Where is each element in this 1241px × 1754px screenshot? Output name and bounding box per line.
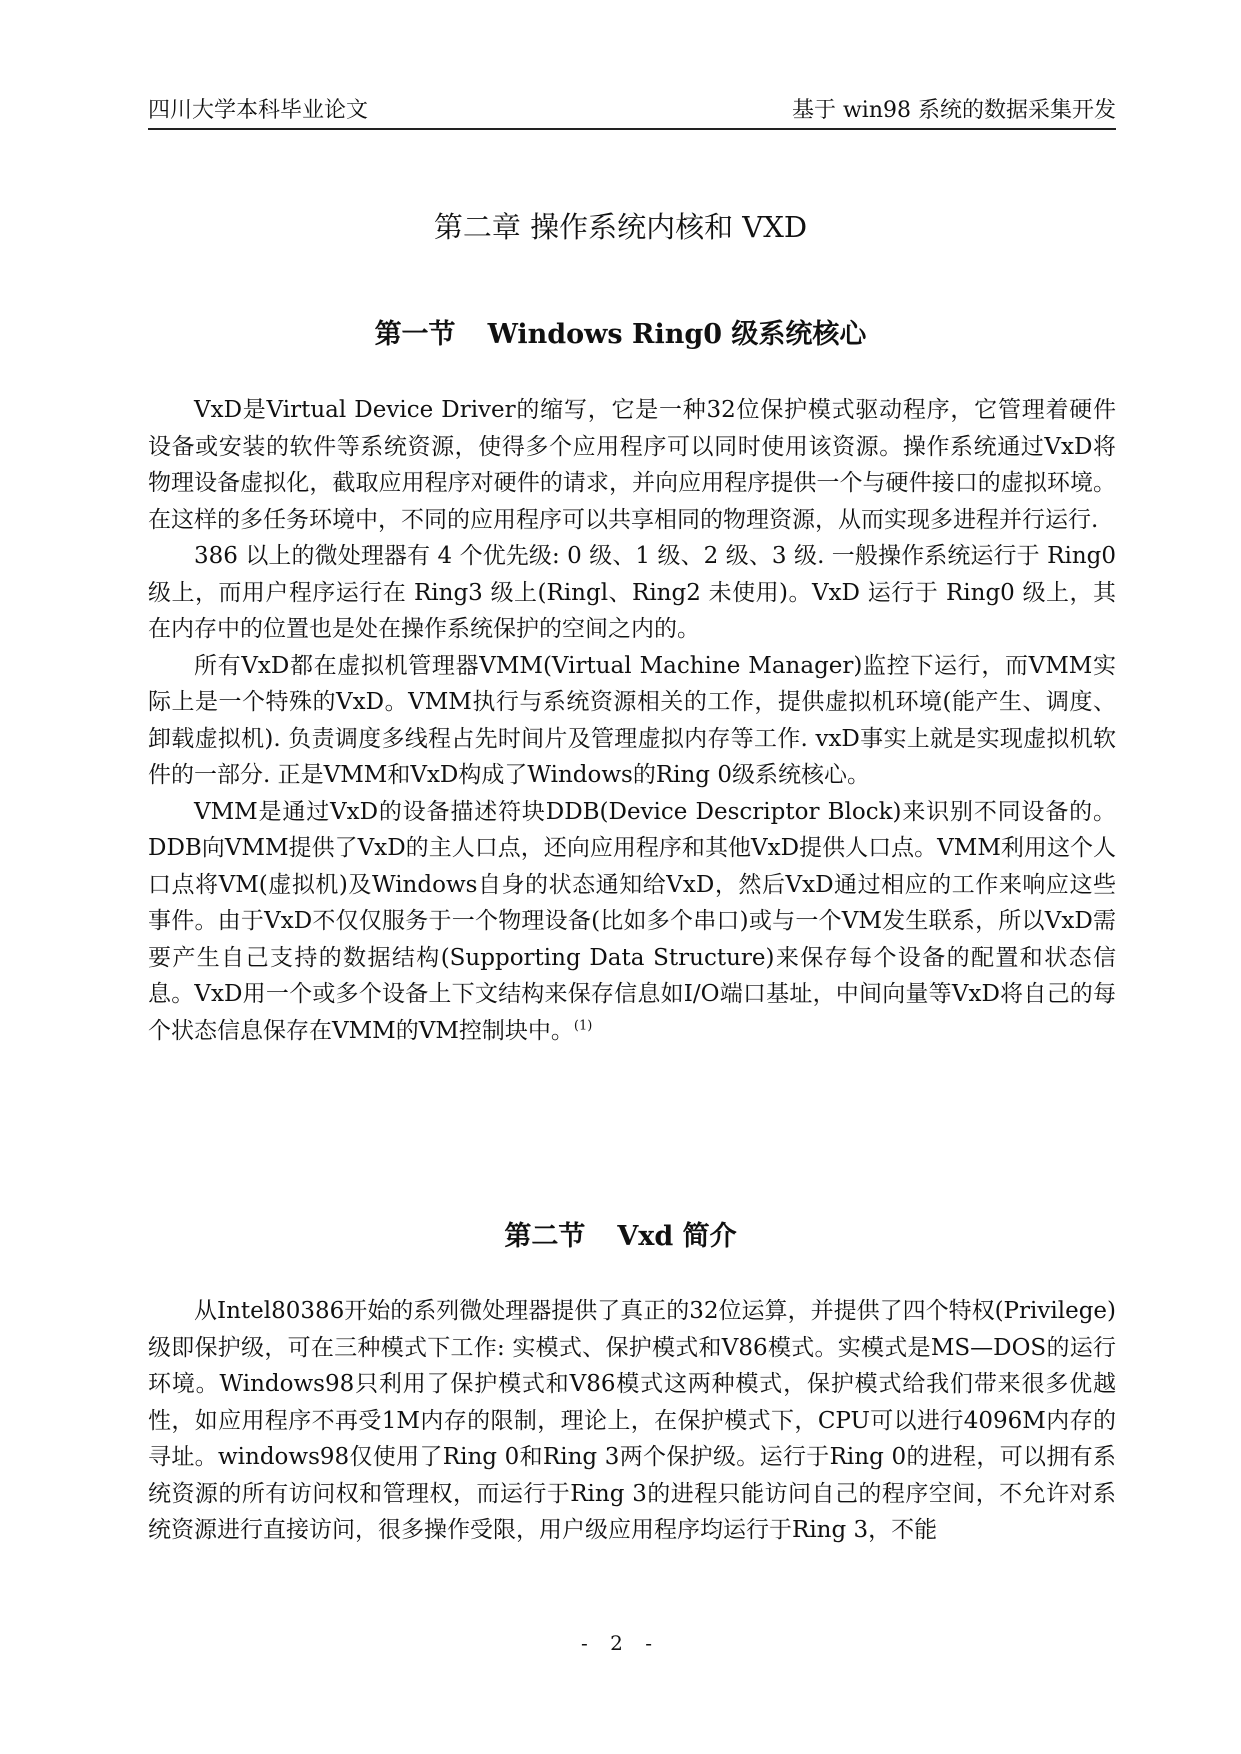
page-number: - 2 - — [581, 1631, 660, 1655]
section-2-number: 第二节 — [504, 1221, 586, 1252]
footnote-marker: (1) — [573, 1017, 593, 1033]
section-heading-2 — [0, 1214, 1241, 1253]
header-right: 基于 win98 系统的数据采集开发 — [791, 98, 1116, 123]
header-left: 四川大学本科毕业论文 — [148, 98, 369, 123]
paragraph: 386 以上的微处理器有 4 个优先级: 0 级、1 级、2 级、3 级. 一般操作系统运行于 Ring0 级上，而用户程序运行在 Ring3 级上(Ringl、Ring2 未使用)。VxD 运行于 Ring0 级上，其在内存中的位置也是处在操作系统保护的空间之内的。 — [148, 543, 1116, 642]
paragraph-text: VMM是通过VxD的设备描述符块DDB(Device Descriptor Block)来识别不同设备的。DDB向VMM提供了VxD的主人口点，还向应用程序和其他VxD提供人口点。VMM利用这个人口点将VM(虚拟机)及Windows自身的状态通知给VxD，然后VxD通过相应的工作来响应这些事件。由于VxD不仅仅服务于一个物理设备(比如多个串口)或与一个VM发生联系，所以VxD需要产生自己支持的数据结构(Supporting Data Structure)来保存每个设备的配置和状态信息。VxD用一个或多个设备上下文结构来保存信息如I/O端口基址，中间向量等VxD将自己的每个状态信息保存在VMM的VM控制块中。 — [148, 798, 1116, 1044]
section-2-title: Vxd 简介 — [617, 1221, 737, 1252]
paragraph-with-footnote — [148, 794, 1116, 1050]
section-1-body — [148, 392, 1116, 1049]
paragraph: VxD是Virtual Device Driver的缩写，它是一种32位保护模式驱动程序，它管理着硬件设备或安装的软件等系统资源，使得多个应用程序可以同时使用该资源。操作系统通过VxD将物理设备虚拟化，截取应用程序对硬件的请求，并向应用程序提供一个与硬件接口的虚拟环境。在这样的多任务环境中，不同的应用程序可以共享相同的物理资源，从而实现多进程并行运行. — [148, 397, 1116, 533]
paragraph: 从Intel80386开始的系列微处理器提供了真正的32位运算，并提供了四个特权(Privilege)级即保护级，可在三种模式下工作: 实模式、保护模式和V86模式。实模式是MS—DOS的运行环境。Windows98只利用了保护模式和V86模式这两种模式，保护模式给我们带来很多优越性，如应用程序不再受1M内存的限制，理论上，在保护模式下，CPU可以进行4096M内存的寻址。windows98仅使用了Ring 0和Ring 3两个保护级。运行于Ring 0的进程，可以拥有系统资源的所有访问权和管理权，而运行于Ring 3的进程只能访问自己的程序空间，不允许对系统资源进行直接访问，很多操作受限，用户级应用程序均运行于Ring 3，不能 — [148, 1298, 1116, 1543]
section-heading-1 — [0, 312, 1241, 351]
section-1-number: 第一节 — [374, 319, 456, 350]
running-header — [148, 88, 1116, 130]
paragraph: 所有VxD都在虚拟机管理器VMM(Virtual Machine Manager)监控下运行，而VMM实际上是一个特殊的VxD。VMM执行与系统资源相关的工作，提供虚拟机环境(能产生、调度、卸载虚拟机). 负责调度多线程占先时间片及管理虚拟内存等工作. vxD事实上就是实现虚拟机软件的一部分. 正是VMM和VxD构成了Windows的Ring 0级系统核心。 — [148, 652, 1116, 788]
section-1-title: Windows Ring0 级系统核心 — [487, 319, 867, 350]
section-2-body — [148, 1293, 1116, 1549]
chapter-title: 第二章 操作系统内核和 VXD — [433, 210, 808, 244]
